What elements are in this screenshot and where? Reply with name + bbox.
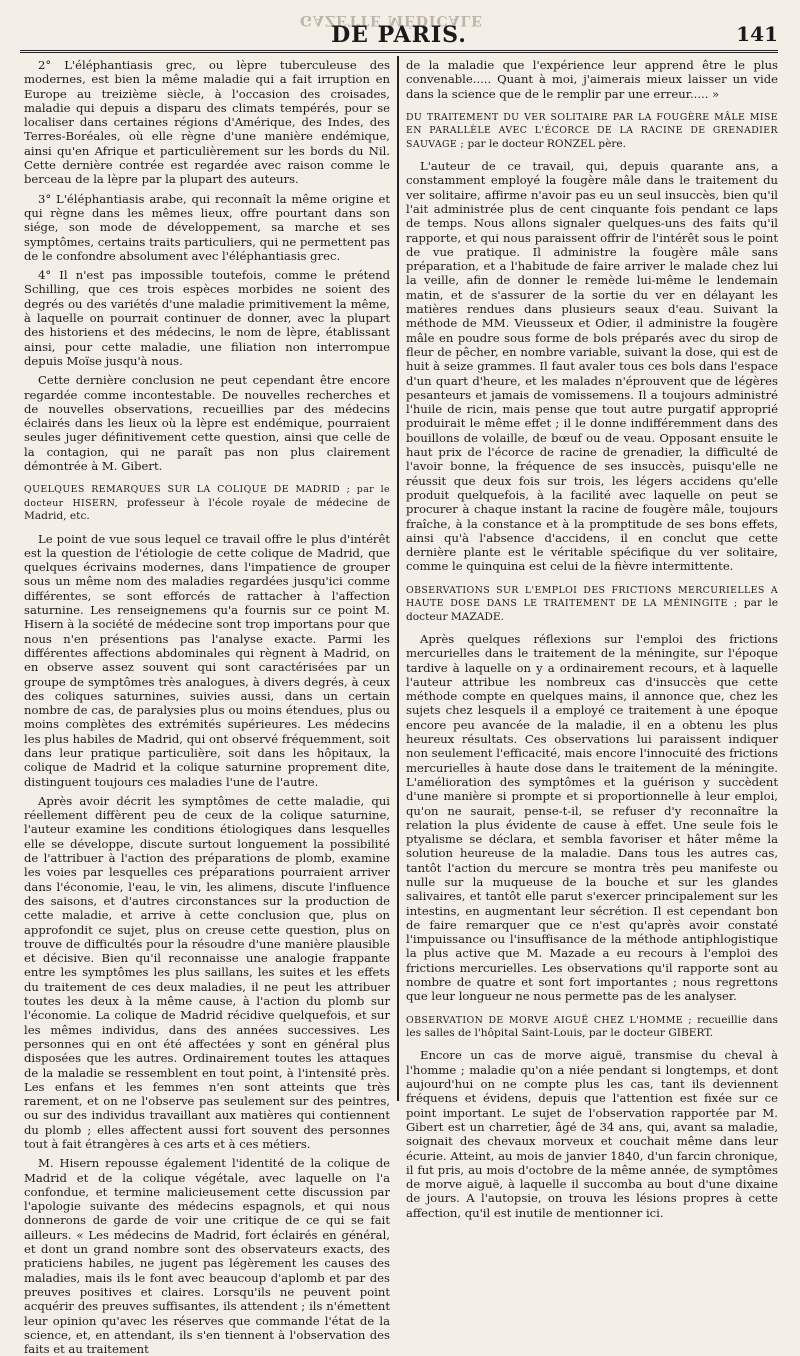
paragraph: de la maladie que l'expérience leur apprend être le plus convenable..... Quant à moi, j'aimerais mieux laisser un vide dans la science que de le remplir par une erreur..... » — [406, 58, 778, 101]
article-heading-rest: professeur à l'école royale de médecine de Madrid, etc. — [24, 496, 390, 523]
paragraph: 4° Il n'est pas impossible toutefois, comme le prétend Schilling, que ces trois espèces morbides ne soient des degrés ou des variétés d'une maladie primitivement la même, à laquelle on pourrait continuer de donner, avec la plupart des historiens et des médecins, le nom de lèpre, établissant ainsi, pour cette maladie, une filiation non interrompue depuis Moïse jusqu'à nous. — [24, 268, 390, 368]
paragraph: Cette dernière conclusion ne peut cependant être encore regardée comme incontestable. De nouvelles recherches et de nouvelles observations, recueillies par des médecins éclairés dans les lieux où la lèpre est endémique, pourraient seules juger définitivement cette question, ainsi que celle de la contagion, qui ne paraît pas non plus clairement démontrée à M. Gibert. — [24, 373, 390, 474]
column-divider — [397, 56, 399, 1101]
paragraph: M. Hisern repousse également l'identité de la colique de Madrid et de la colique végétale, avec laquelle on l'a confondue, et termine malicieusement cette discussion par l'apologie suivante des médecins espagnols, et qui nous donnerons de garde de voir une critique de ce qui se fait ailleurs. « Les médecins de Madrid, fort éclairés en général, et dont un grand nombre sont des observateurs exacts, des praticiens habiles, ne jugent pas légèrement les causes des maladies, mais ils le font avec beaucoup d'aplomb et par des preuves positives et claires. Lorsqu'ils ne peuvent point acquérir des preuves suffisantes, ils attendent ; ils n'émettent leur opinion qu'avec les réserves que commande l'état de la science, et, en attendant, ils s'en tiennent à l'observation des faits et au traitement — [24, 1156, 390, 1356]
article-heading-rest: par le docteur RONZEL père. — [464, 137, 627, 150]
paragraph: Après avoir décrit les symptômes de cette maladie, qui réellement diffèrent peu de ceux de la colique saturnine, l'auteur examine les conditions étiologiques dans lesquelles elle se développe, discute surtout longuement la possibilité de l'attribuer à l'action des préparations de plomb, examine les voies par lesquelles ces préparations pourraient arriver dans l'économie, l'eau, le vin, les alimens, discute l'influence des saisons, et d'autres circonstances sur la production de cette maladie, et arrive à cette conclusion que, plus on approfondit ce sujet, plus on creuse cette question, plus on trouve de difficultés pour la résoudre d'une manière plausible et décisive. Bien qu'il reconnaisse une analogie frappante entre les symptômes les plus saillans, les suites et les effets du traitement de ces deux maladies, il ne peut les attribuer toutes les deux à la même cause, à l'action du plomb sur l'économie. La colique de Madrid récidive quelquefois, et sur les mêmes individus, dans des années successives. Les personnes qui en ont été affectées y sont en général plus disposées que les autres. Ordinairement toutes les attaques de la maladie se ressemblent en tout point, à l'intensité près. Les enfans et les femmes n'en sont atteints que très rarement, et on ne l'observe pas seulement sur des peintres, ou sur des individus travaillant aux matières qui contiennent du plomb ; elles affectent aussi fort souvent des personnes tout à fait étrangères à ces arts et à ces métiers. — [24, 793, 390, 1151]
page-number: 141 — [736, 22, 778, 46]
article-heading-caps: OBSERVATION DE MORVE AIGUË CHEZ L'HOMME ; — [406, 1014, 692, 1026]
article-heading — [406, 584, 778, 624]
article-heading — [24, 483, 390, 523]
paragraph: 3° L'éléphantiasis arabe, qui reconnaît la même origine et qui règne dans les mêmes lieux, offre pourtant dans son siége, son mode de développement, sa marche et ses symptômes, certains traits particuliers, qui ne permettent pas de le confondre absolument avec l'éléphantiasis grec. — [24, 191, 390, 263]
left-column — [24, 58, 390, 1356]
paragraph: Encore un cas de morve aiguë, transmise du cheval à l'homme ; maladie qu'on a niée pendant si longtemps, et dont aujourd'hui on ne compte plus les cas, tant ils deviennent fréquens et évidens, depuis que l'attention est fixée sur ce point important. Le sujet de l'observation rapportée par M. Gibert est un charretier, âgé de 34 ans, qui, avant sa maladie, soignait des chevaux morveux et couchait même dans leur écurie. Atteint, au mois de janvier 1840, d'un farcin chronique, il fut pris, au mois d'octobre de la même année, de symptômes de morve aiguë, à laquelle il succomba au bout d'une dixaine de jours. A l'autopsie, on trouva les lésions propres à cette affection, qu'il est inutile de mentionner ici. — [406, 1048, 778, 1220]
header-rule — [20, 50, 778, 53]
article-heading — [406, 111, 778, 151]
paragraph: Après quelques réflexions sur l'emploi des frictions mercurielles dans le traitement de la méningite, sur l'époque tardive à laquelle on y a ordinairement recours, et à laquelle l'auteur attribue les nombreux cas d'insuccès que cette méthode compte en quelques mains, il annonce que, chez les sujets chez lesquels il a employé ce traitement à une époque encore peu avancée de la maladie, il en a obtenu les plus heureux résultats. Ces observations lui paraissent indiquer non seulement l'efficacité, mais encore l'innocuité des frictions mercurielles à haute dose dans le traitement de la méningite. L'amélioration des symptômes et la guérison y succèdent d'une manière si prompte et si proportionnelle à leur emploi, qu'on ne saurait, pense-t-il, se refuser d'y reconnaître la relation la plus évidente de cause à effet. Une seule fois le ptyalisme se déclara, et sembla favoriser et hâter même la solution heureuse de la maladie. Dans tous les autres cas, tantôt l'action du mercure se montra très peu manifeste ou nulle sur la muqueuse de la bouche et sur les glandes salivaires, et tantôt elle parut s'exercer principalement sur les intestins, en augmentant leur sécrétion. Il est cependant bon de faire remarquer que ce n'est qu'après avoir constaté l'impuissance ou l'insuffisance de la méthode antiphlogistique la plus active que M. Mazade a eu recours à l'emploi des frictions mercurielles. Les observations qu'il rapporte sont au nombre de quatre et sont fort importantes ; nous regrettons que leur longueur ne nous permette pas de les analyser. — [406, 631, 778, 1004]
right-column — [406, 58, 779, 1220]
journal-title: DE PARIS. — [331, 22, 467, 48]
paragraph: 2° L'éléphantiasis grec, ou lèpre tuberculeuse des modernes, est bien la même maladie qui a fait irruption en Europe au treizième siècle, à l'occasion des croisades, maladie qui depuis a disparu des climats tempérés, pour se localiser dans certaines régions d'Amérique, des Indes, des Terres-Boréales, où elle règne d'une manière endémique, ainsi qu'en Afrique et particulièrement sur les bords du Nil. Cette dernière contrée est regardée avec raison comme le berceau de la lèpre par la plupart des auteurs. — [24, 58, 390, 187]
paragraph: Le point de vue sous lequel ce travail offre le plus d'intérêt est la question de l'étiologie de cette colique de Madrid, que quelques écrivains modernes, dans l'impatience de grouper sous un même nom des maladies regardées jusqu'ici comme différentes, se sont efforcés de rattacher à l'affection saturnine. Les renseignemens qu'a fournis sur ce point M. Hisern à la société de médecine sont trop importans pour que nous n'en présentions pas l'analyse exacte. Parmi les différentes affections abdominales qui règnent à Madrid, on en observe assez souvent qui sont caractérisées par un groupe de symptômes très analogues, à divers degrés, à ceux des coliques saturnines, suivies aussi, dans un certain nombre de cas, de paralysies plus ou moins étendues, plus ou moins complètes des extrémités supérieures. Les médecins les plus habiles de Madrid, qui ont observé fréquemment, soit dans leur pratique particulière, soit dans les hôpitaux, la colique de Madrid et la colique saturnine proprement dite, distinguent toujours ces maladies l'une de l'autre. — [24, 531, 390, 789]
article-heading — [406, 1014, 778, 1041]
article-heading-rest: par le docteur MAZADE. — [406, 597, 779, 623]
article-heading-rest: recueillie dans les salles de l'hôpital Saint-Louis, par le docteur GIBERT. — [406, 1013, 778, 1040]
article-heading-caps: DU TRAITEMENT DU VER SOLITAIRE PAR LA FOUGÈRE MÂLE MISE EN PARALLÈLE AVEC L'ÉCORCE DE LA RACINE DE GRENADIER SAUVAGE ; — [406, 111, 778, 150]
article-heading-caps: QUELQUES REMARQUES SUR LA COLIQUE DE MADRID ; par le docteur HISERN, — [24, 484, 390, 509]
page-header — [20, 8, 778, 48]
bleed-through-text: GAZETTE MÉDICALE — [300, 12, 483, 28]
article-heading-caps: OBSERVATIONS SUR L'EMPLOI DES FRICTIONS MERCURIELLES A HAUTE DOSE DANS LE TRAITEMENT DE LA MÉNINGITE ; — [406, 584, 778, 610]
paragraph: L'auteur de ce travail, qui, depuis quarante ans, a constamment employé la fougère mâle dans le traitement du ver solitaire, affirme n'avoir pas eu un seul insuccès, bien qu'il l'ait administrée plus de cent cinquante fois pendant ce laps de temps. Nous allons signaler quelques-uns des faits qu'il rapporte, et qui nous paraissent offrir de l'intérêt sous le point de vue pratique. Il administre la fougère mâle sans préparation, et a l'habitude de faire arriver le malade chez lui la veille, afin de donner le remède lui-même le lendemain matin, et de s'assurer de la sortie du ver en délayant les matières rendues dans plusieurs seaux d'eau. Suivant la méthode de MM. Vieusseux et Odier, il administre la fougère mâle en poudre sous forme de bols préparés avec du sirop de fleur de pêcher, en nombre variable, suivant la dose, qui est de huit à seize grammes. Il faut avaler tous ces bols dans l'espace d'un quart d'heure, et les malades n'éprouvent que de légères pesanteurs et jamais de vomissemens. Il a toujours administré l'huile de ricin, mais pense que tout autre purgatif approprié produirait le même effet ; il le donne indifféremment dans des bouillons de volaille, de bœuf ou de veau. Opposant ensuite le haut prix de l'écorce de racine de grenadier, la difficulté de l'avoir bonne, la fréquence de ses insuccès, puisqu'elle ne réussit que deux fois sur trois, les légers accidens qu'elle produit quelquefois, à la facilité avec laquelle on peut se procurer à chaque instant la racine de fougère mâle, toujours fraîche, à la constance et à la promptitude de ses bons effets, ainsi qu'à l'absence d'accidens, il en conclut que cette dernière plante est le véritable spécifique du ver solitaire, comme le quinquina est celui de la fièvre intermittente. — [406, 159, 778, 574]
